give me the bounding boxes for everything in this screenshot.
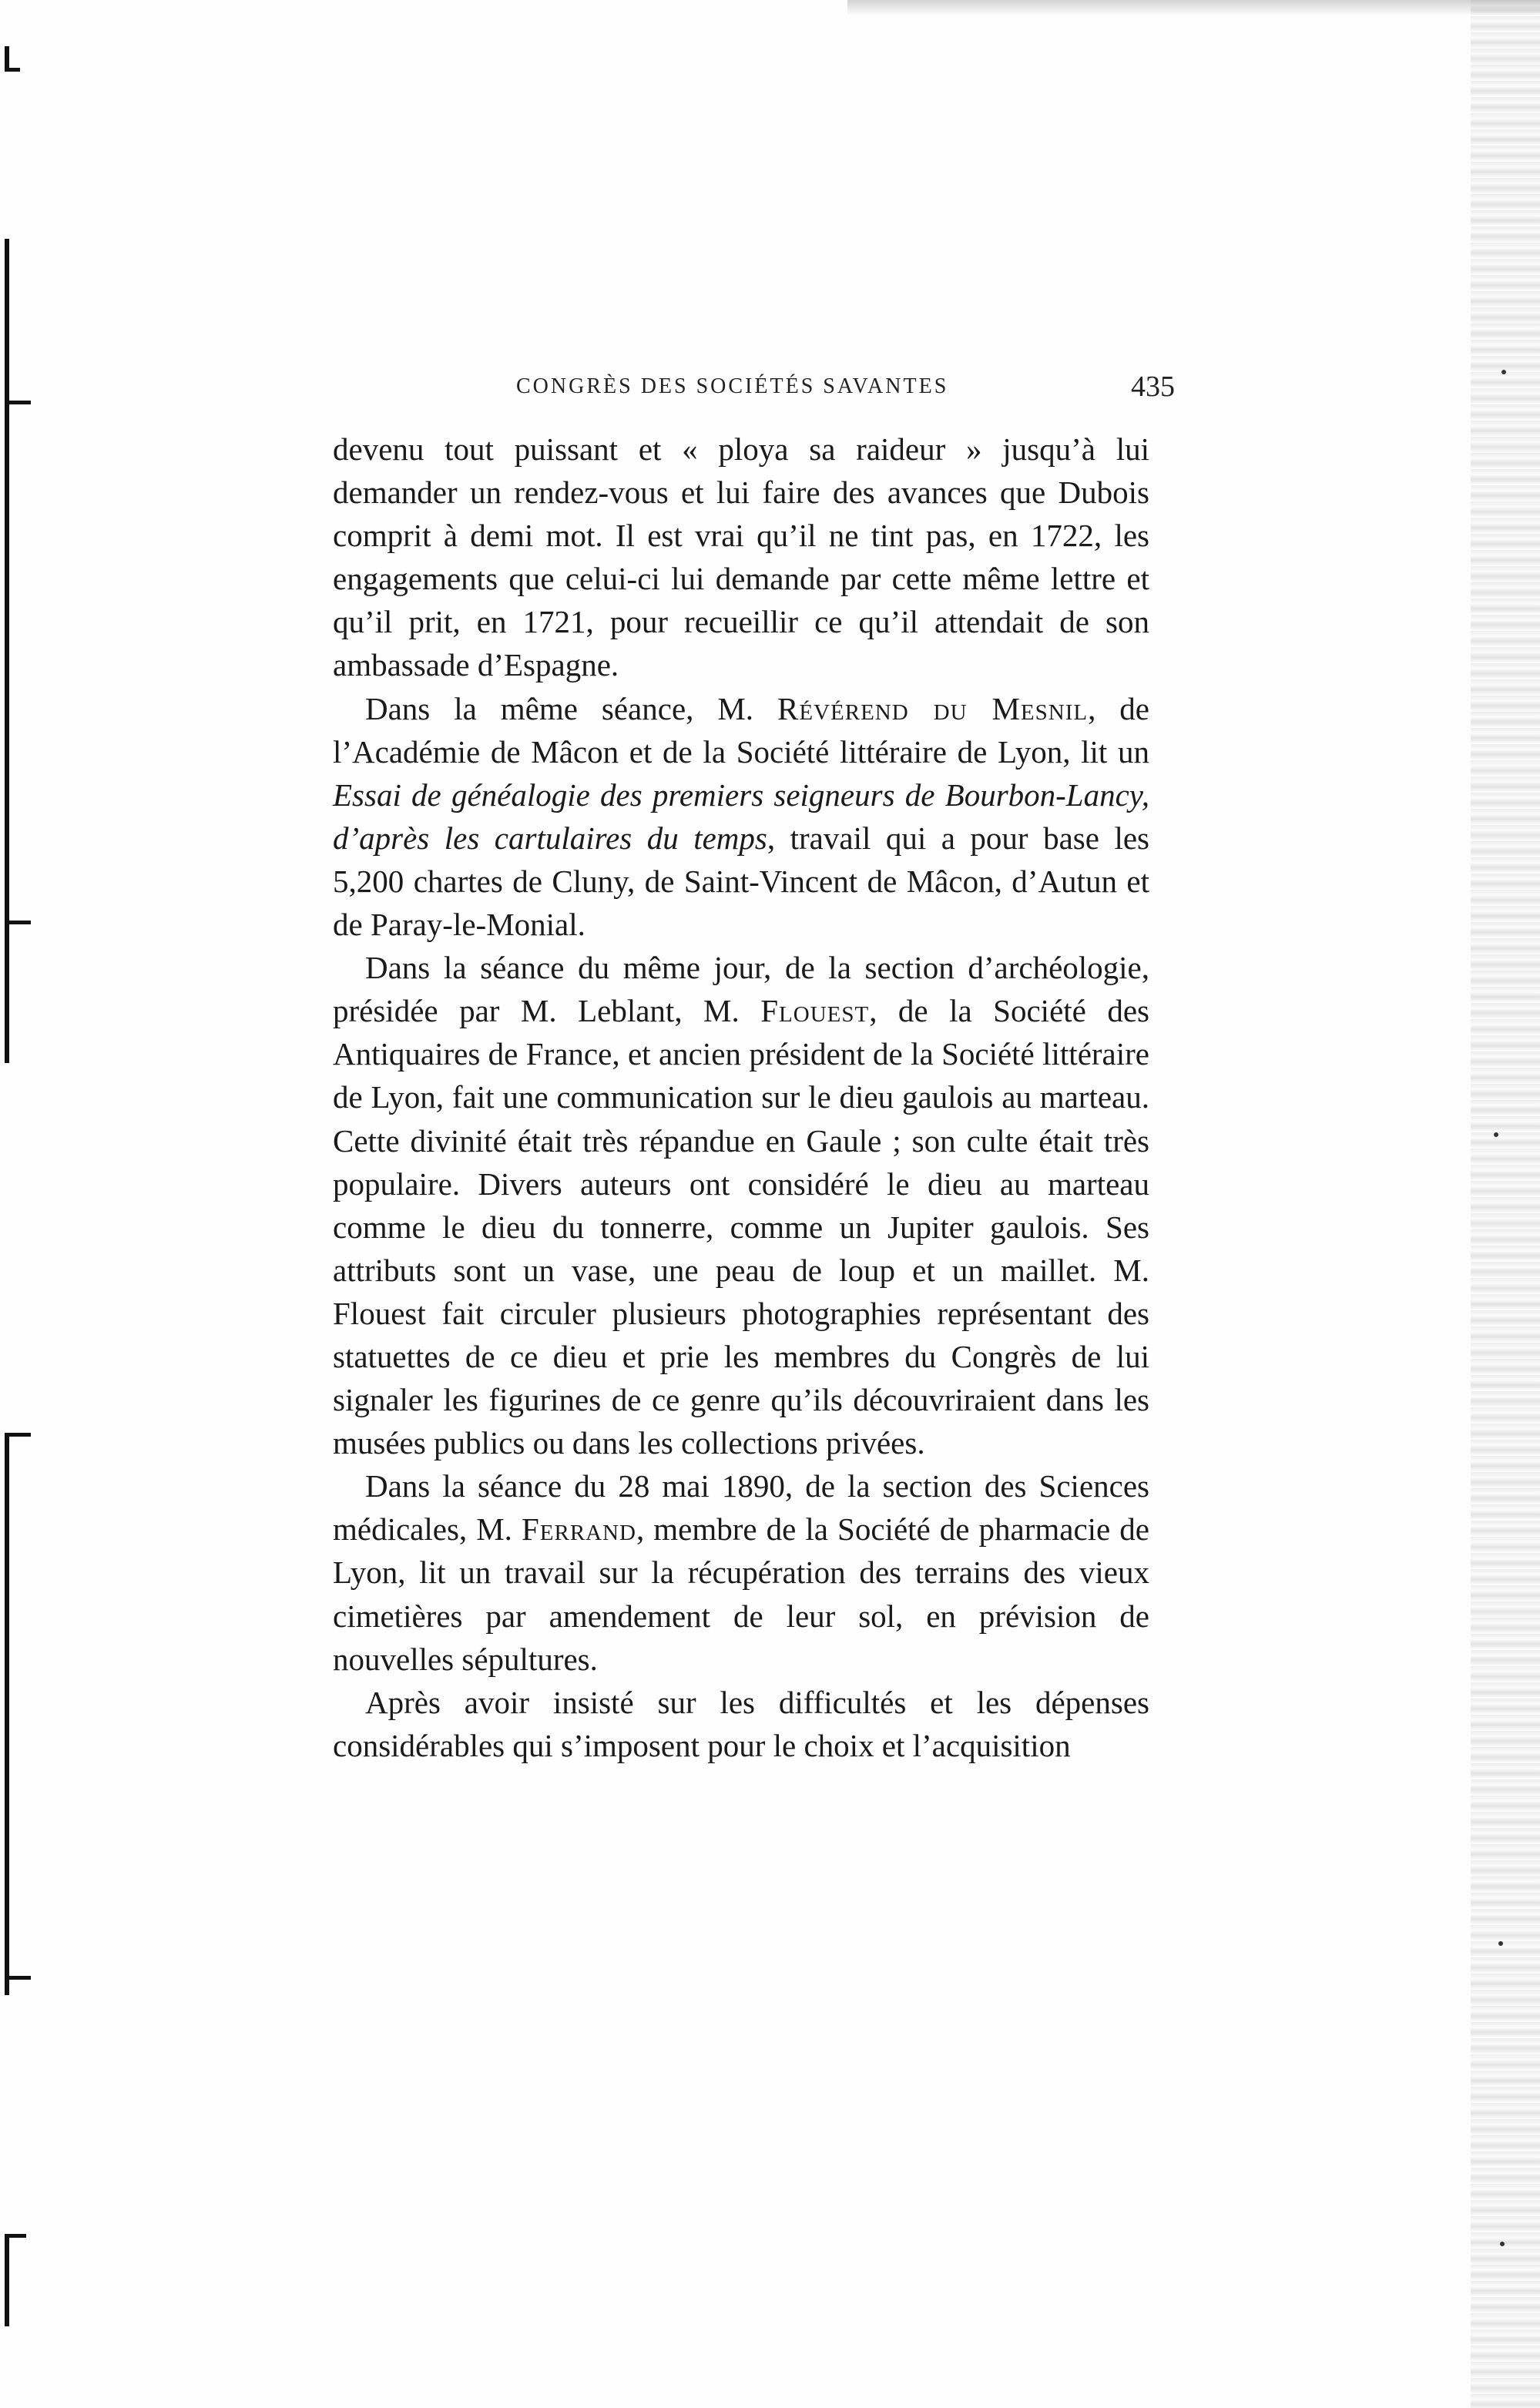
- scan-mark: [5, 1433, 9, 1995]
- scan-speck: [1500, 2242, 1505, 2246]
- scan-speck: [1501, 370, 1506, 374]
- paragraph-text: devenu tout puissant et « ploya sa raideur » jusqu’à lui demander un rendez-vous et lui faire des avances que Dubois comprit à demi mot. Il est vrai qu’il ne tint pas, en 1722, les engagements que celui-ci lui demande par cette même lettre et qu’il prit, en 1721, pour recueillir ce qu’il attendait de son ambassade d’Espagne.: [333, 431, 1149, 683]
- paragraph-text: Dans la séance du même jour, de la section d’archéologie, présidée par M. Leblant, M.: [333, 950, 1149, 1029]
- scan-mark: [5, 401, 31, 404]
- body-text: [333, 428, 1149, 1767]
- running-head: CONGRÈS DES SOCIÉTÉS SAVANTES: [516, 374, 949, 398]
- person-name: Ferrand: [521, 1511, 636, 1548]
- paragraph-text: Dans la même séance, M.: [365, 690, 778, 726]
- scan-left-edge: [0, 0, 31, 2408]
- page-number: 435: [1131, 371, 1175, 403]
- paragraph-text: , de la Société des Antiquaires de France, et ancien président de la Société littéraire de Lyon, fait une communication sur le dieu gaulois au marteau. Cette divinité était très répandue en Gaule ; son culte était très populaire. Divers auteurs ont considéré le dieu au marteau comme le dieu du tonnerre, comme un Jupiter gaulois. Ses attributs sont un vase, une peau de loup et un maillet. M. Flouest fait circuler plusieurs photographies représentant des statuettes de ce dieu et prie les membres du Congrès de lui signaler les figurines de ce genre qu’ils découvriraient dans les musées publics ou dans les collections privées.: [333, 993, 1149, 1461]
- paragraph: [333, 687, 1149, 947]
- scan-speck: [1498, 1941, 1503, 1946]
- scan-mark: [5, 921, 31, 924]
- scan-mark: [5, 46, 9, 69]
- paragraph-text: , travail qui a pour base les 5,200 chartes de Cluny, de Saint-Vincent de Mâcon, d’Autun et de Paray-le-Monial.: [333, 820, 1149, 943]
- paragraph: [333, 946, 1149, 1464]
- scan-right-edge: [1471, 0, 1540, 2408]
- scan-mark: [5, 68, 20, 72]
- scan-mark: [5, 2234, 9, 2326]
- scan-speck: [1494, 1132, 1498, 1137]
- work-title: Essai de généalogie des premiers seigneurs de Bourbon-Lancy, d’après les cartulaires du temps: [333, 776, 1149, 856]
- paragraph-text: Dans la séance du 28 mai 1890, de la section des Sciences médicales, M.: [333, 1468, 1149, 1548]
- scan-mark: [5, 239, 9, 1063]
- page-header: [516, 370, 1175, 416]
- scan-mark: [5, 1433, 31, 1437]
- paragraph-text: , membre de la Société de pharmacie de Lyon, lit un travail sur la récupération des terrains des vieux cimetières par amendement de leur sol, en prévision de nouvelles sépultures.: [333, 1511, 1149, 1677]
- paragraph: [333, 428, 1149, 687]
- scan-mark: [5, 1976, 31, 1980]
- paragraph: [333, 1681, 1149, 1767]
- paragraph-text: , de l’Académie de Mâcon et de la Société littéraire de Lyon, lit un: [333, 690, 1149, 770]
- person-name: Révérend du Mesnil: [777, 690, 1089, 726]
- scan-top-shadow: [847, 0, 1540, 15]
- paragraph: [333, 1464, 1149, 1680]
- person-name: Flouest: [760, 993, 870, 1029]
- scan-mark: [5, 2234, 26, 2238]
- paragraph-text: Après avoir insisté sur les difficultés et les dépenses considérables qui s’imposent pour le choix et l’acquisition: [333, 1684, 1149, 1763]
